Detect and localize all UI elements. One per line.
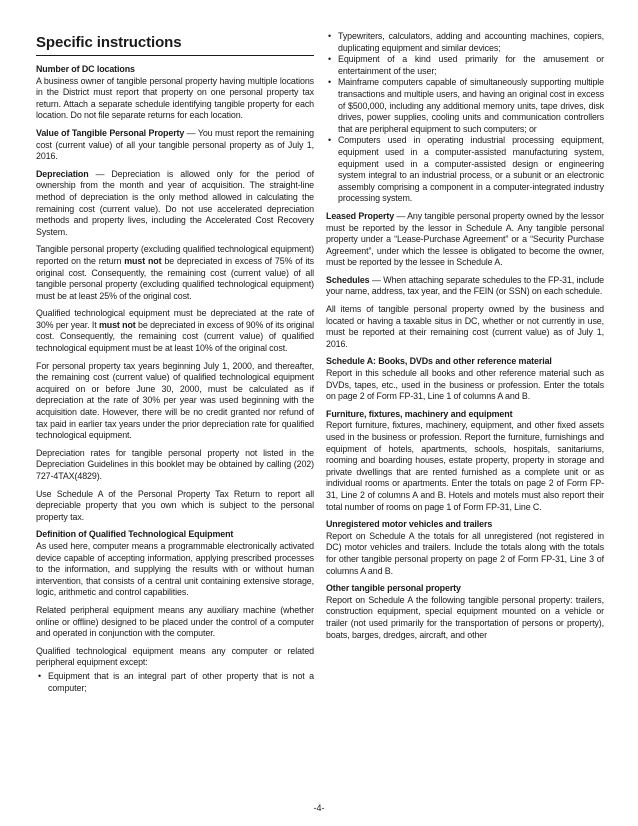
- all-items-paragraph: All items of tangible personal property owned by the business and located or having a taxable situs in DC, whether or not currently in use, must be reported at their remaining cost (current value) as of July 1, 2016.: [326, 304, 604, 349]
- list-item-text: Mainframe computers capable of simultaneously supporting multiple transactions and multiple users, and having an original cost in excess of $500,000, including any additional memory units, tape drives, disk drives, power supplies, cooling units and communication controllers that are peripheral equipment to such computers; or: [338, 77, 604, 134]
- dc-locations-title: Number of DC locations: [36, 64, 135, 74]
- bullet-icon: •: [328, 54, 332, 65]
- rates-paragraph: Depreciation rates for tangible personal property not listed in the Depreciation Guidelines in this booklet may be obtained by calling (202) 727-4TAX(4829).: [36, 447, 314, 481]
- list-item: [36, 671, 314, 694]
- tax-years-paragraph: For personal property tax years beginning July 1, 2000, and thereafter, the remaining cost (current value) of qualified technological equipment acquired on or before June 30, 2000, must be calculated as if depreciation at the rate of 30% per year was used beginning with the acquisition date. However, there will be no credit granted nor refund of tax paid in earlier tax years under the prior depreciation rate for qualified technological equipment.: [36, 360, 314, 441]
- tpp-must-not: must not: [124, 255, 162, 266]
- list-item-text: Computers used in operating industrial processing equipment, equipment used in a computer-assisted manufacturing system, equipment used in a computer-assisted design or engineering system integral to an industrial process, or a subunit or an electronic assembly comprising a component in a computer-integrated industry processing system.: [338, 135, 604, 204]
- tpp-depreciation-paragraph: [36, 244, 314, 302]
- qte-must-not: must not: [98, 319, 136, 330]
- page-number: -4-: [313, 803, 325, 813]
- depreciation-lead: Depreciation: [36, 168, 89, 179]
- list-item: [326, 77, 604, 135]
- qte-depreciation-paragraph: [36, 308, 314, 354]
- other-tpp-title: Other tangible personal property: [326, 583, 461, 594]
- other-tpp-text: Report on Schedule A the following tangible personal property: trailers, construction equipment, special equipment mounted on a vehicle or trailer (not used primarily for the transportation of persons or property), boats, barges, dredges, aircraft, and other: [326, 594, 604, 640]
- schedules-lead: Schedules: [326, 274, 370, 285]
- unregistered-text: Report on Schedule A the totals for all unregistered (not registered in DC) motor vehicles and trailers. Include the totals along with the totals for other tangible personal property on page 2 of Form FP-31, Line 3 of columns A and B.: [326, 530, 604, 576]
- right-column: [326, 31, 604, 647]
- list-item: [326, 31, 604, 54]
- schedule-a-paragraph: Use Schedule A of the Personal Property Tax Return to report all depreciable property that you own which is subject to the personal property tax.: [36, 488, 314, 522]
- list-item-text: Equipment of a kind used primarily for the amusement or entertainment of the user;: [338, 54, 604, 76]
- section-heading: Specific instructions: [36, 34, 182, 51]
- right-bullet-list: [326, 31, 604, 205]
- schedules-text: — When attaching separate schedules to the FP-31, include your name, address, tax year, and the FEIN (or SSN) on each schedule.: [326, 274, 604, 297]
- depreciation-paragraph: [36, 169, 314, 239]
- list-item: [326, 135, 604, 205]
- left-bullet-list: [36, 671, 314, 694]
- related-peripheral-paragraph: Related peripheral equipment means any auxiliary machine (whether online or offline) designed to be placed under the control of a computer and operated in conjunction with the computer.: [36, 604, 314, 639]
- furniture-title: Furniture, fixtures, machinery and equipment: [326, 408, 513, 419]
- definition-title: Definition of Qualified Technological Equipment: [36, 529, 234, 540]
- leased-property-paragraph: [326, 211, 604, 269]
- list-item-text: Equipment that is an integral part of other property that is not a computer;: [48, 670, 314, 693]
- left-column: [36, 34, 314, 700]
- depreciation-text: — Depreciation is allowed only for the period of ownership from the month and year of acquisition. The straight-line method of depreciation is the only method allowed in calculating the remaining cost (current value). Do not use accelerated depreciation methods and property lives, including the Accelerated Cost Recovery System.: [36, 168, 314, 237]
- schedule-a-books-text: Report in this schedule all books and other reference material such as DVDs, tapes, etc., used in the business or profession. Enter the totals on page 2 of Form FP-31, Line 1 of columns A and B.: [326, 368, 604, 402]
- tpp-pre: Tangible personal property (excluding qualified technological equipment) reported on the return: [36, 244, 314, 266]
- schedule-a-books-title: Schedule A: Books, DVDs and other reference material: [326, 356, 552, 367]
- value-tpp-text: — You must report the remaining cost (current value) of all your tangible personal property as of July 1, 2016.: [36, 127, 314, 162]
- bullet-icon: •: [328, 77, 332, 88]
- bullet-icon: •: [328, 31, 332, 41]
- qte-post: be depreciated in excess of 90% of its original cost. Consequently, the remaining cost (current value) of qualified technological equipment must be at least 10% of the original cost.: [36, 319, 315, 354]
- bullet-icon: •: [328, 135, 332, 146]
- list-item: [326, 54, 604, 77]
- value-tpp-lead: Value of Tangible Personal Property: [36, 127, 185, 138]
- leased-text: — Any tangible personal property owned by the lessor must be reported by the lessor in Schedule A. Any tangible personal property under a “Lease-Purchase Agreement” or a “Security Purchase Agreement”, under which the lessee is obligated to become the owner, must be reported by the lessee in Schedule A.: [326, 210, 604, 268]
- tpp-post: be depreciated in excess of 75% of its original cost. Consequently, the remaining cost (current value) of all tangible personal property (excluding qualified technological equipment) must be at least 25% of the original cost.: [36, 255, 314, 301]
- bullet-icon: •: [38, 670, 42, 681]
- leased-lead: Leased Property: [326, 210, 395, 221]
- list-item-text: Typewriters, calculators, adding and accounting machines, copiers, duplicating equipment and similar devices;: [338, 31, 604, 53]
- schedules-paragraph: [326, 275, 604, 298]
- value-tpp-paragraph: [36, 128, 314, 163]
- qualified-paragraph: Qualified technological equipment means any computer or related peripheral equipment except:: [36, 645, 314, 668]
- heading-rule: [36, 55, 314, 56]
- definition-text: As used here, computer means a programmable electronically activated device capable of accepting information, applying prescribed processes to the information, and supplying the results with or without human intervention, that consists of a central unit containing extensive storage, logic, arithmetic and control capabilities.: [36, 540, 314, 598]
- qte-pre: Qualified technological equipment must be depreciated at the rate of 30% per year. It: [36, 308, 314, 330]
- furniture-text: Report furniture, fixtures, machinery, equipment, and other fixed assets used in the business or profession. Report the furniture, furnishings and equipment of hotels, apartments, schools, hospitals, sanitariums, rooming and boarding houses, estate property, property in storage and private dwellings that are rented furnished as a complete unit or as individual rooms or apartments. Enter the totals on page 2 of Form FP-31, Line 2 of columns A and B. Hotels and motels must also report their total number of rooms on page 1 of Form FP-31, Line C.: [326, 420, 604, 512]
- dc-locations-text: A business owner of tangible personal property having multiple locations in the District must report that property on one personal property tax return. Attach a separate schedule identifying tangible property for each location. Do not file separate returns for each location.: [36, 75, 314, 121]
- unregistered-title: Unregistered motor vehicles and trailers: [326, 519, 493, 530]
